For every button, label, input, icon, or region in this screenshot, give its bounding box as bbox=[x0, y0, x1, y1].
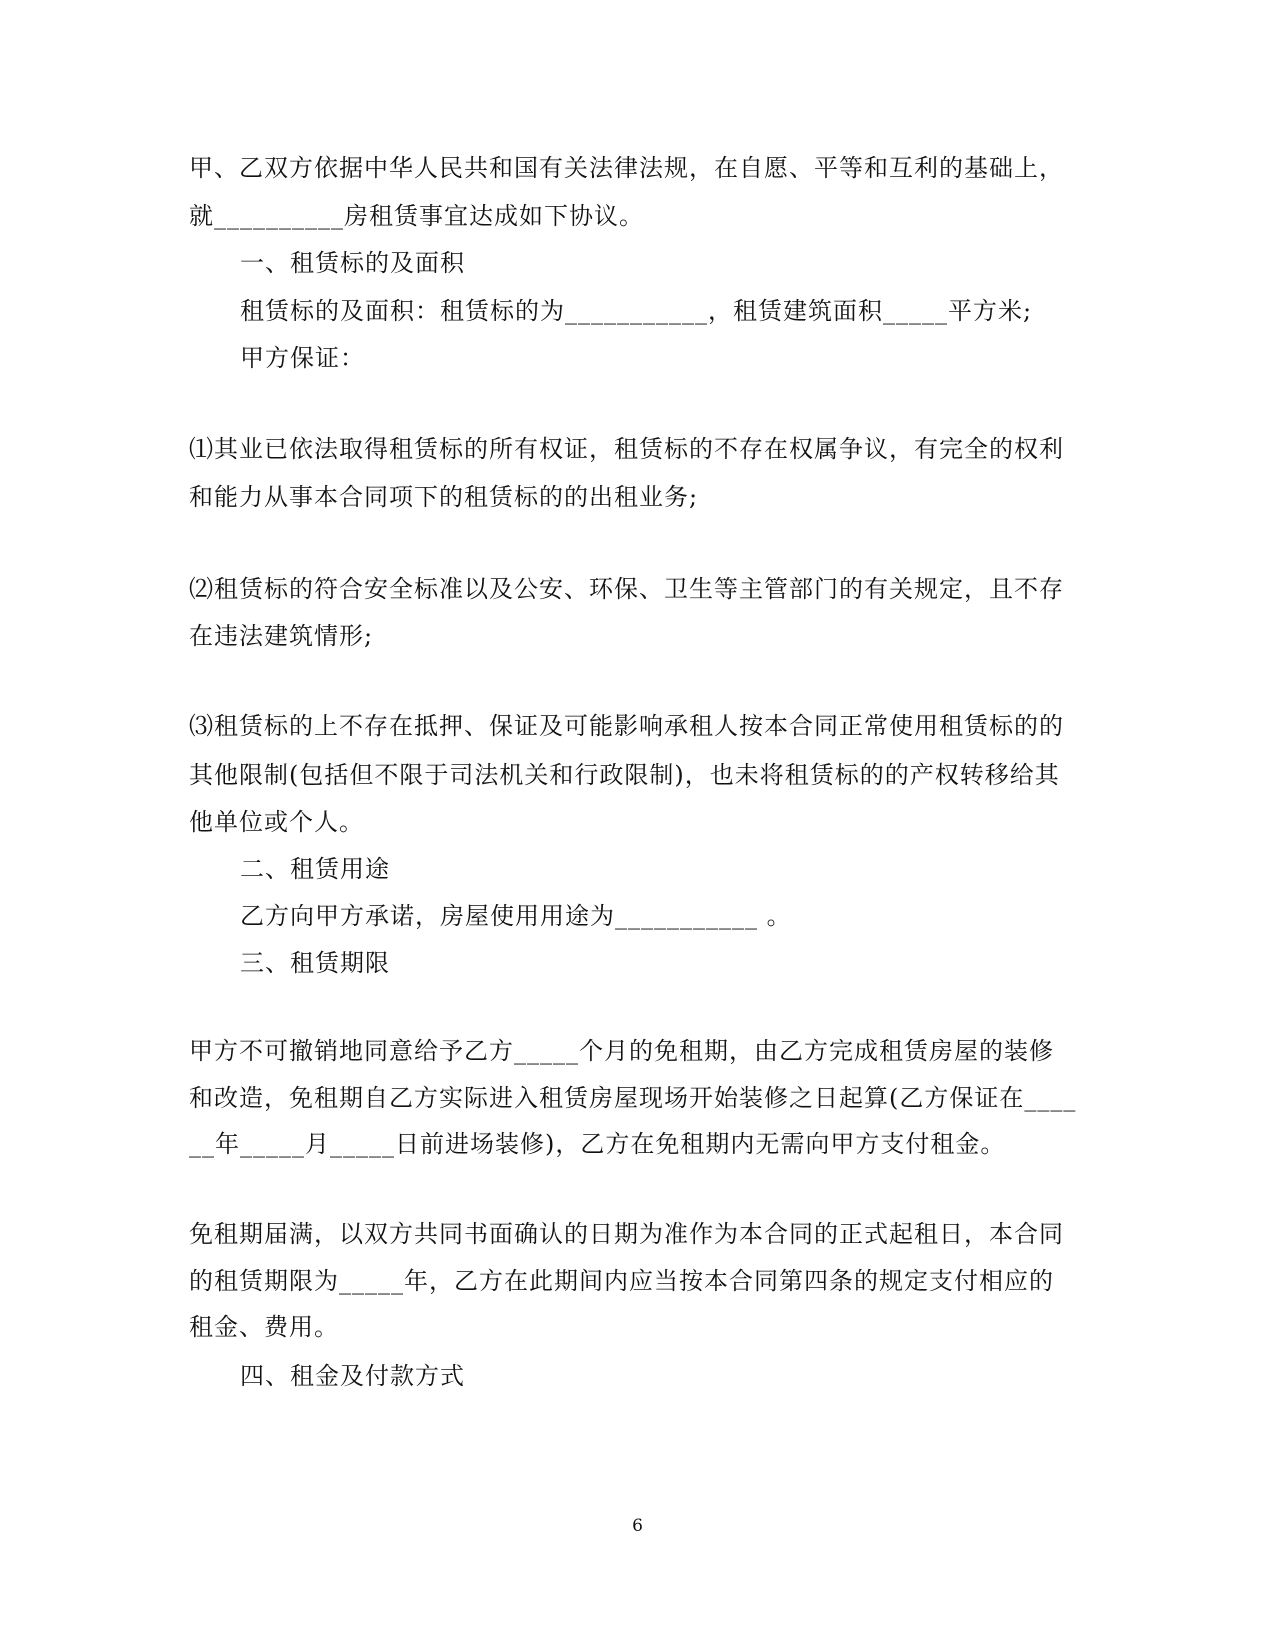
paragraph-line: 免租期届满，以双方共同书面确认的日期为准作为本合同的正式起租日，本合同 bbox=[189, 1220, 1064, 1248]
clause-1-line: ⑴其业已依法取得租赁标的所有权证，租赁标的不存在权属争议，有完全的权利 bbox=[189, 435, 1064, 463]
paragraph-line: 就__________房租赁事宜达成如下协议。 bbox=[189, 202, 644, 230]
section-heading-4: 四、租金及付款方式 bbox=[240, 1362, 465, 1390]
clause-3-line: 其他限制(包括但不限于司法机关和行政限制)，也未将租赁标的的产权转移给其 bbox=[189, 761, 1060, 789]
paragraph-line: 租赁标的及面积：租赁标的为___________，租赁建筑面积_____平方米; bbox=[240, 297, 1033, 325]
clause-2-line: 在违法建筑情形; bbox=[189, 622, 374, 650]
page-number: 6 bbox=[632, 1516, 643, 1536]
section-heading-2: 二、租赁用途 bbox=[240, 855, 390, 883]
section-heading-1: 一、租赁标的及面积 bbox=[240, 249, 465, 277]
paragraph-line: 乙方向甲方承诺，房屋使用用途为___________ 。 bbox=[240, 902, 792, 930]
clause-2-line: ⑵租赁标的符合安全标准以及公安、环保、卫生等主管部门的有关规定，且不存 bbox=[189, 575, 1064, 603]
paragraph-line: 租金、费用。 bbox=[189, 1313, 339, 1341]
paragraph-line: 甲、乙双方依据中华人民共和国有关法律法规，在自愿、平等和互利的基础上， bbox=[189, 154, 1064, 182]
clause-1-line: 和能力从事本合同项下的租赁标的的出租业务; bbox=[189, 483, 699, 511]
section-heading-3: 三、租赁期限 bbox=[240, 949, 390, 977]
paragraph-line: 甲方保证： bbox=[240, 344, 365, 372]
clause-3-line: ⑶租赁标的上不存在抵押、保证及可能影响承租人按本合同正常使用租赁标的的 bbox=[189, 712, 1064, 740]
paragraph-line: 和改造，免租期自乙方实际进入租赁房屋现场开始装修之日起算(乙方保证在____ bbox=[189, 1084, 1077, 1112]
paragraph-line: __年_____月_____日前进场装修)，乙方在免租期内无需向甲方支付租金。 bbox=[189, 1130, 1006, 1158]
clause-3-line: 他单位或个人。 bbox=[189, 808, 364, 836]
paragraph-line: 甲方不可撤销地同意给予乙方_____个月的免租期，由乙方完成租赁房屋的装修 bbox=[189, 1037, 1054, 1065]
paragraph-line: 的租赁期限为_____年，乙方在此期间内应当按本合同第四条的规定支付相应的 bbox=[189, 1267, 1054, 1295]
